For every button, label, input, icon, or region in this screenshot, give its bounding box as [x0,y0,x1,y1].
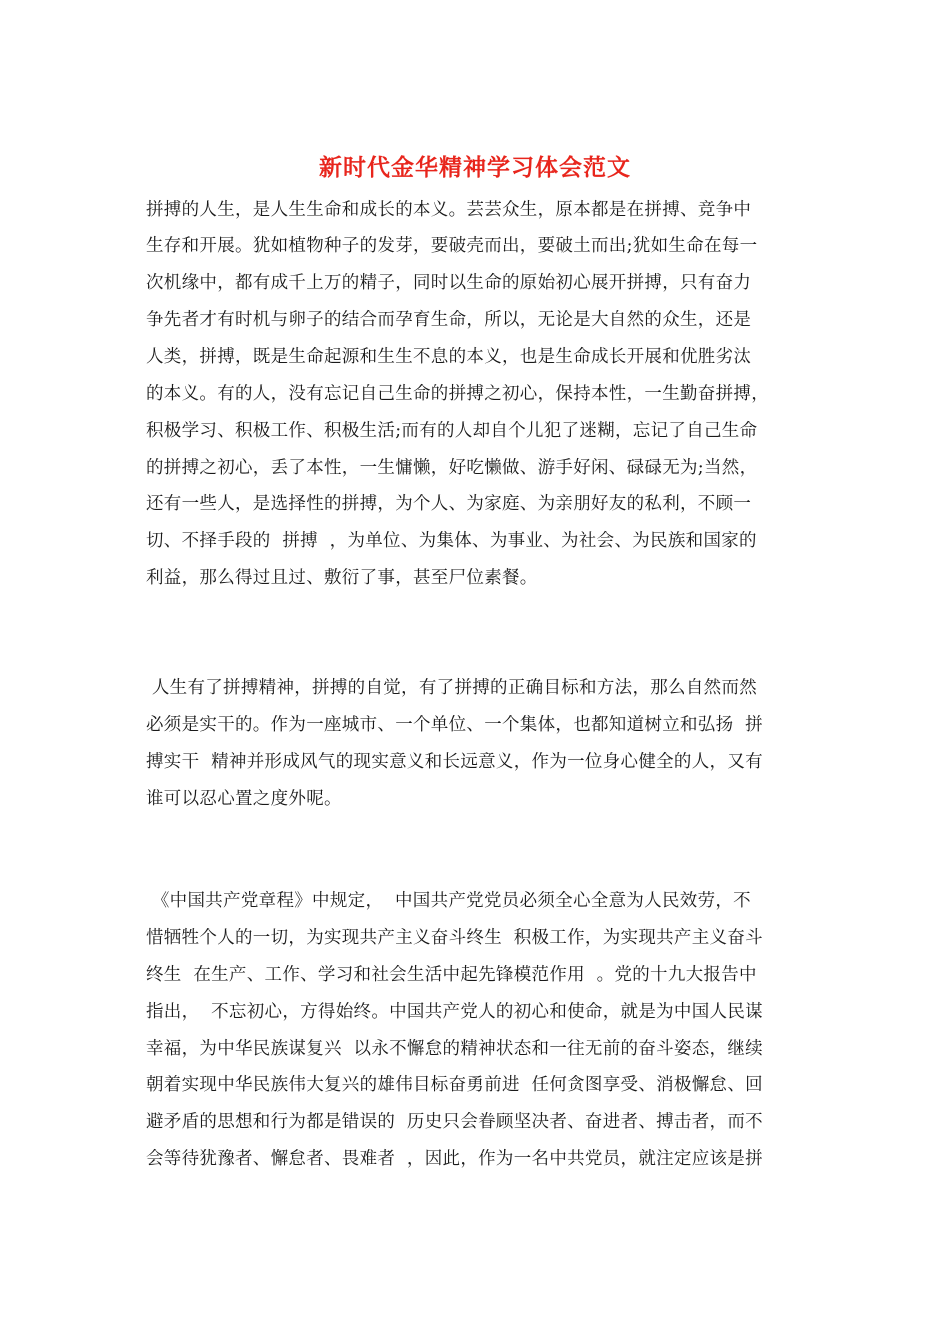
text-line: 切、不择手段的 拼搏 ，为单位、为集体、为事业、为社会、为民族和国家的 [146,531,757,551]
text-line: 生存和开展。犹如植物种子的发芽，要破壳而出，要破土而出;犹如生命在每一 [146,236,758,256]
text-line: 指出， 不忘初心，方得始终。中国共产党人的初心和使命，就是为中国人民谋 [146,1002,763,1022]
text-line: 拼搏的人生，是人生生命和成长的本义。芸芸众生，原本都是在拼搏、竞争中 [146,200,752,220]
text-line: 次机缘中，都有成千上万的精子，同时以生命的原始初心展开拼搏，只有奋力 [146,273,752,293]
text-line: 争先者才有时机与卵子的结合而孕育生命，所以，无论是大自然的众生，还是 [146,310,752,330]
document-title: 新时代金华精神学习体会范文 [319,154,631,181]
text-line: 人类，拼搏，既是生命起源和生生不息的本义，也是生命成长开展和优胜劣汰 [146,347,752,367]
text-line: 会等待犹豫者、懈怠者、畏难者 ，因此，作为一名中共党员，就注定应该是拼 [146,1149,763,1169]
text-line: 利益，那么得过且过、敷衍了事，甚至尸位素餐。 [146,568,538,588]
text-line: 积极学习、积极工作、积极生活;而有的人却自个儿犯了迷糊，忘记了自己生命 [146,421,758,441]
text-line: 的拼搏之初心，丢了本性，一生慵懒，好吃懒做、游手好闲、碌碌无为;当然， [146,458,758,478]
text-line: 避矛盾的思想和行为都是错误的 历史只会眷顾坚决者、奋进者、搏击者，而不 [146,1112,763,1132]
text-line: 谁可以忍心置之度外呢。 [146,789,342,809]
text-line: 终生 在生产、工作、学习和社会生活中起先锋模范作用 。党的十九大报告中 [146,965,757,985]
text-line: 幸福，为中华民族谋复兴 以永不懈怠的精神状态和一往无前的奋斗姿态，继续 [146,1039,763,1059]
text-line: 人生有了拼搏精神，拼搏的自觉，有了拼搏的正确目标和方法，那么自然而然 [146,678,758,698]
text-line: 还有一些人，是选择性的拼搏，为个人、为家庭、为亲朋好友的私利，不顾一 [146,494,752,514]
text-line: 必须是实干的。作为一座城市、一个单位、一个集体，也都知道树立和弘扬 拼 [146,715,763,735]
text-line: 惜牺牲个人的一切，为实现共产主义奋斗终生 积极工作，为实现共产主义奋斗 [146,928,763,948]
text-line: 《中国共产党章程》中规定， 中国共产党党员必须全心全意为人民效劳，不 [146,891,751,911]
text-line: 搏实干 精神并形成风气的现实意义和长远意义，作为一位身心健全的人，又有 [146,752,763,772]
text-line: 朝着实现中华民族伟大复兴的雄伟目标奋勇前进 任何贪图享受、消极懈怠、回 [146,1075,763,1095]
text-line: 的本义。有的人，没有忘记自己生命的拼搏之初心，保持本性，一生勤奋拼搏， [146,384,769,404]
